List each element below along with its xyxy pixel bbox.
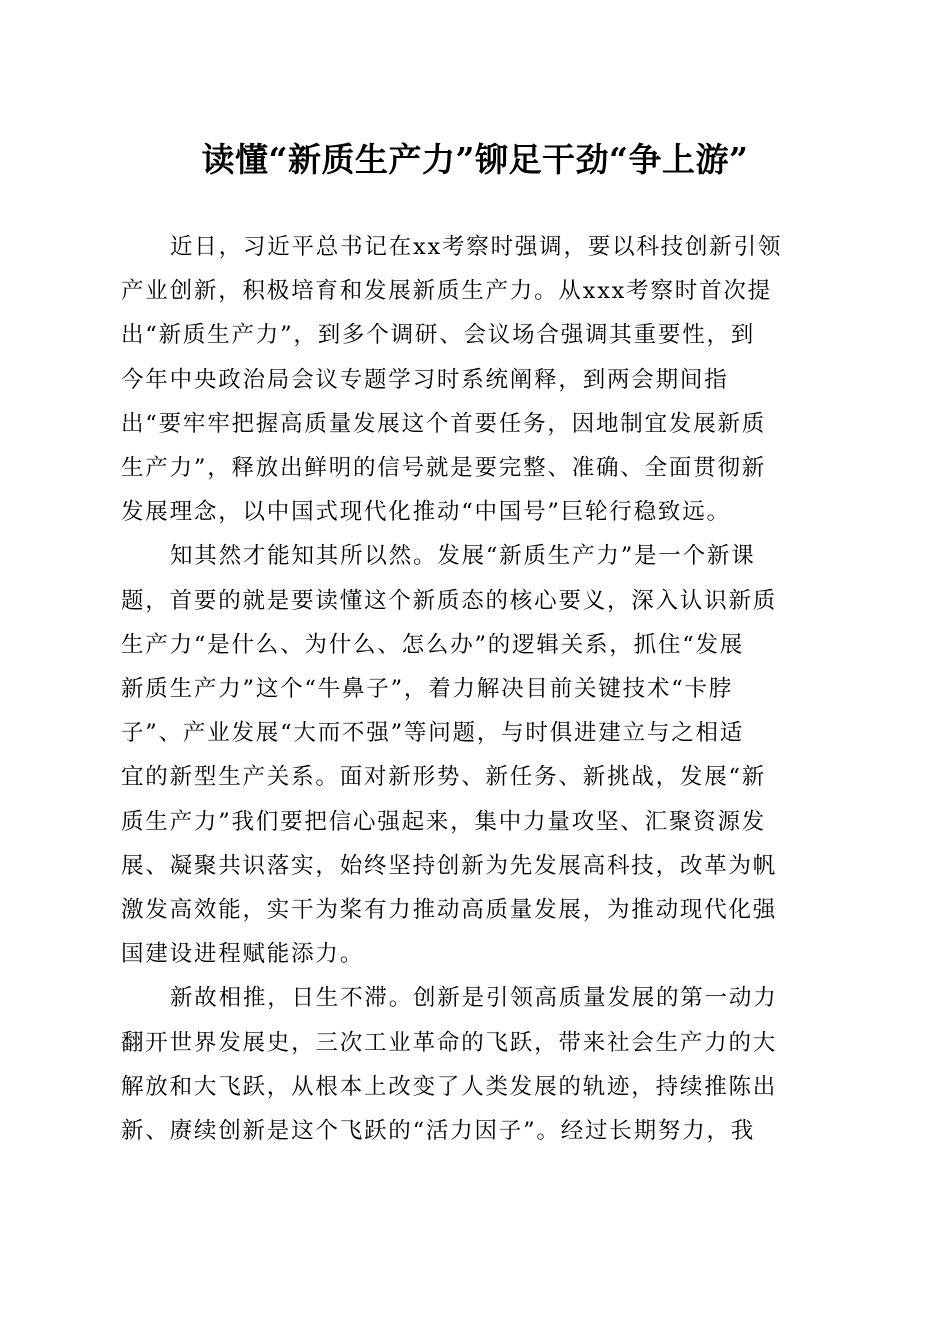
text-line: 解放和大飞跃，从根本上改变了人类发展的轨迹，持续推陈出 [121, 1073, 778, 1100]
text-line: 产业创新，积极培育和发展新质生产力。从xxx考察时首次提 [121, 278, 772, 305]
text-line: 新、赓续创新是这个飞跃的“活力因子”。经过长期努力，我 [121, 1118, 756, 1145]
text-line: 国建设进程赋能添力。 [121, 941, 365, 968]
text-line: 质生产力”我们要把信心强起来，集中力量攻坚、汇聚资源发 [121, 808, 767, 835]
text-line: 出“新质生产力”，到多个调研、会议场合强调其重要性，到 [121, 322, 756, 349]
text-line: 新故相推，日生不滞。创新是引领高质量发展的第一动力 [170, 985, 778, 1012]
paragraph-1 [121, 225, 821, 534]
document-title: 读懂“新质生产力”铆足干劲“争上游” [201, 140, 749, 179]
text-line: 生产力”，释放出鲜明的信号就是要完整、准确、全面贯彻新 [121, 455, 767, 482]
text-line: 发展理念，以中国式现代化推动“中国号”巨轮行稳致远。 [121, 499, 731, 526]
text-line: 知其然才能知其所以然。发展“新质生产力”是一个新课 [170, 543, 756, 570]
text-line: 题，首要的就是要读懂这个新质态的核心要义，深入认识新质 [121, 587, 778, 614]
paragraph-3 [121, 976, 821, 1153]
text-line: 展、凝聚共识落实，始终坚持创新为先发展高科技，改革为帆 [121, 852, 778, 879]
text-line: 翻开世界发展史，三次工业革命的飞跃，带来社会生产力的大 [121, 1029, 778, 1056]
text-line: 新质生产力”这个“牛鼻子”，着力解决目前关键技术“卡脖 [121, 676, 734, 703]
paragraph-2 [121, 534, 821, 976]
text-line: 激发高效能，实干为桨有力推动高质量发展，为推动现代化强 [121, 897, 778, 924]
document-body [121, 225, 821, 1153]
text-line: 近日，习近平总书记在xx考察时强调，要以科技创新引领 [170, 234, 783, 260]
text-line: 出“要牢牢把握高质量发展这个首要任务，因地制宜发展新质 [121, 410, 767, 437]
text-line: 生产力“是什么、为什么、怎么办”的逻辑关系，抓住“发展 [121, 631, 745, 658]
text-line: 子”、产业发展“大而不强”等问题，与时俱进建立与之相适 [121, 720, 745, 747]
text-line: 宜的新型生产关系。面对新形势、新任务、新挑战，发展“新 [121, 764, 767, 791]
text-line: 今年中央政治局会议专题学习时系统阐释，到两会期间指 [121, 366, 729, 393]
